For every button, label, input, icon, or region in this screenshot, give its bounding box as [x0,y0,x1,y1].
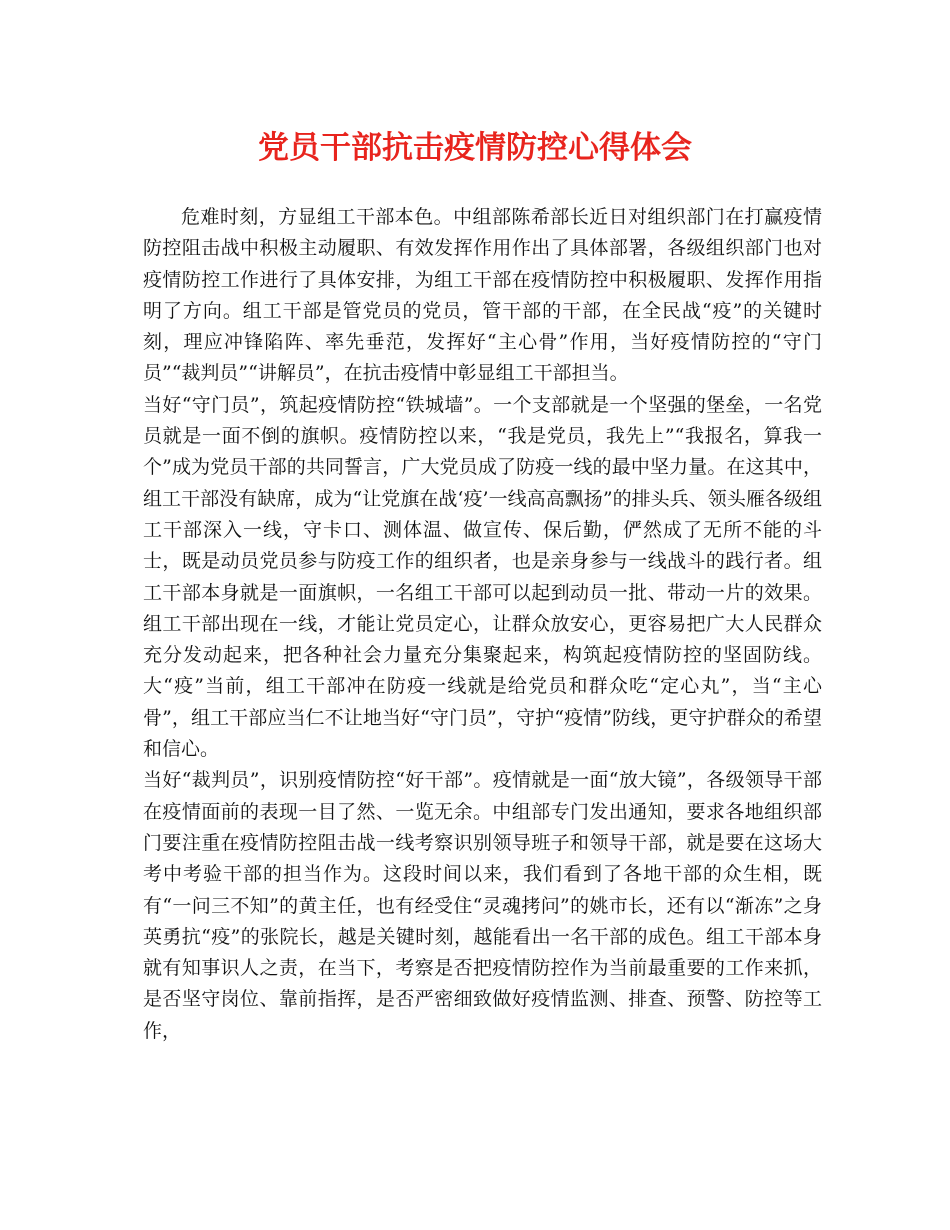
paragraph-referee: 当好“裁判员”，识别疫情防控“好干部”。疫情就是一面“放大镜”，各级领导干部在疫情面前的表现一目了然、一览无余。中组部专门发出通知，要求各地组织部门要注重在疫情防控阻击战一线考察识别领导班子和领导干部，就是要在这场大考中考验干部的担当作为。这段时间以来，我们看到了各地干部的众生相，既有“一问三不知”的黄主任，也有经受住“灵魂拷问”的姚市长，还有以“渐冻”之身英勇抗“疫”的张院长，越是关键时刻，越能看出一名干部的成色。组工干部本身就有知事识人之责，在当下，考察是否把疫情防控作为当前最重要的工作来抓，是否坚守岗位、靠前指挥，是否严密细致做好疫情监测、排查、预警、防控等工作， [143,769,822,1042]
document-title: 党员干部抗击疫情防控心得体会 [258,130,692,166]
document-body [143,202,822,1047]
paragraph-intro: 危难时刻，方显组工干部本色。中组部陈希部长近日对组织部门在打赢疫情防控阻击战中积极主动履职、有效发挥作用作出了具体部署，各级组织部门也对疫情防控工作进行了具体安排，为组工干部在疫情防控中积极履职、发挥作用指明了方向。组工干部是管党员的党员，管干部的干部，在全民战“疫”的关键时刻，理应冲锋陷阵、率先垂范，发挥好“主心骨”作用，当好疫情防控的“守门员”“裁判员”“讲解员”，在抗击疫情中彰显组工干部担当。 [143,206,822,385]
paragraph-goalkeeper: 当好“守门员”，筑起疫情防控“铁城墙”。一个支部就是一个坚强的堡垒，一名党员就是一面不倒的旗帜。疫情防控以来，“我是党员，我先上”“我报名，算我一个”成为党员干部的共同誓言，广大党员成了防疫一线的最中坚力量。在这其中，组工干部没有缺席，成为“让党旗在战‘疫’一线高高飘扬”的排头兵、领头雁各级组工干部深入一线，守卡口、测体温、做宣传、保后勤，俨然成了无所不能的斗士，既是动员党员参与防疫工作的组织者，也是亲身参与一线战斗的践行者。组工干部本身就是一面旗帜，一名组工干部可以起到动员一批、带动一片的效果。组工干部出现在一线，才能让党员定心，让群众放安心，更容易把广大人民群众充分发动起来，把各种社会力量充分集聚起来，构筑起疫情防控的坚固防线。大“疫”当前，组工干部冲在防疫一线就是给党员和群众吃“定心丸”，当“主心骨”，组工干部应当仁不让地当好“守门员”，守护“疫情”防线，更守护群众的希望和信心。 [143,393,822,761]
